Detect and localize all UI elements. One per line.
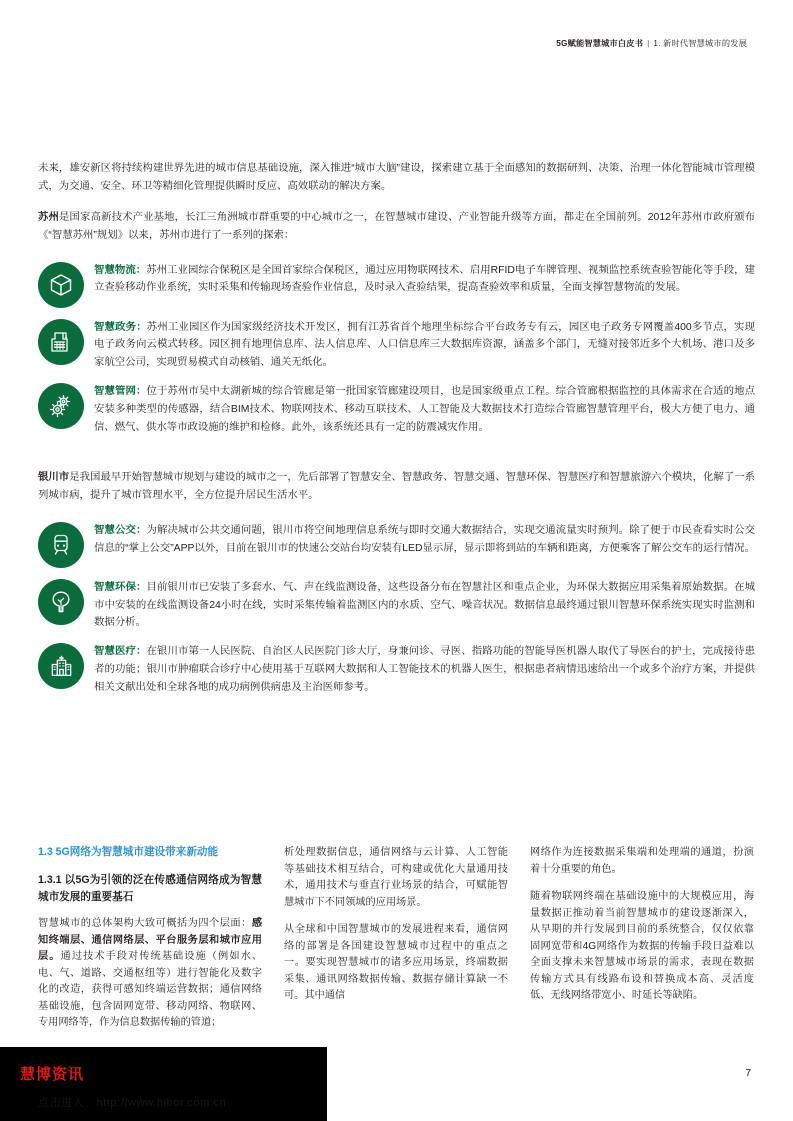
watermark-link[interactable] bbox=[38, 1094, 226, 1110]
col1-text-part2: 通过技术手段对传统基础设施（例如水、电、气、道路、交通枢纽等）进行智能化及数字化的改造，获得可感知终端运营数据；通信网络基础设施，包含固网宽带、移动网络、物联网、专用网络等，作为信息数据传输的管道； bbox=[38, 951, 263, 1029]
yinchuan-rest: 是我国最早开始智慧城市规划与建设的城市之一，先后部署了智慧安全、智慧政务、智慧交通、智慧环保、智慧医疗和智慧旅游六个模块，化解了一系列城市病，提升了城市管理水平，全方位提升居民生活水平。 bbox=[38, 471, 756, 501]
suzhou-bold-lead: 苏州 bbox=[38, 211, 60, 223]
item-lead-label: 智慧公交： bbox=[94, 524, 147, 536]
gears-icon bbox=[38, 383, 84, 429]
item-lead-label: 智慧管网： bbox=[94, 386, 147, 398]
col1-text-part1: 智慧城市的总体架构大致可概括为四个层面： bbox=[38, 918, 252, 930]
column-three-paragraph-1: 网络作为连接数据采集端和处理端的通道，扮演着十分重要的角色。 bbox=[530, 847, 754, 875]
column-three-paragraph-2: 随着物联网终端在基础设施中的大规模应用，海量数据正推动着当前智慧城市的建设逐渐深入，从早期的并行发展到目前的系统整合，仅仅依靠固网宽带和4G网络作为数据的传输手段日益难以全面支撑未来智慧城市场景的需求，表现在数据传输方式具有线路布设和替换成本高、灵活度低、无线网络带宽小、时延长等缺陷。 bbox=[530, 891, 754, 1002]
item-lead-label: 智慧政务： bbox=[94, 321, 147, 333]
col1-bold-phrase: 感知终端层、通信网络层、平台服务层和城市应用层。 bbox=[38, 918, 262, 963]
column-three bbox=[530, 845, 754, 1032]
icon-block-text bbox=[94, 521, 755, 558]
icon-block-text bbox=[94, 642, 755, 697]
header-section-title: 1. 新时代智慧城市的发展 bbox=[653, 39, 747, 48]
column-one bbox=[38, 845, 262, 1032]
icon-block-smart-bus bbox=[38, 521, 755, 568]
icon-block-text bbox=[94, 318, 755, 373]
main-content bbox=[38, 160, 755, 707]
government-building-icon bbox=[38, 319, 84, 365]
item-lead-label: 智慧物流： bbox=[94, 264, 147, 276]
paragraph-yinchuan bbox=[38, 469, 755, 505]
icon-block-smart-pipeline bbox=[38, 382, 755, 437]
icon-block-smart-government bbox=[38, 318, 755, 373]
icon-block-text bbox=[94, 382, 755, 437]
item-body-text: 目前银川市已安装了多套水、气、声在线监测设备，这些设备分布在智慧社区和重点企业，为环保大数据应用采集着原始数据。在城市中安装的在线监测设备24小时在线，实时采集传输着监测区内的水质、空气、噪音状况。数据信息最终通过银川智慧环保系统实现实时监测和数据分析。 bbox=[94, 581, 755, 629]
item-lead-label: 智慧环保： bbox=[94, 581, 147, 593]
icon-block-text bbox=[94, 261, 755, 298]
item-body-text: 在银川市第一人民医院、自治区人民医院门诊大厅，身兼问诊、寻医、指路功能的智能导医机器人取代了导医台的护士，完成接待患者的功能；银川市肿瘤联合诊疗中心使用基于互联网大数据和人工智能技术的机器人医生，根据患者病情迅速给出一个或多个治疗方案，并提供相关文献出处和全球各地的成功病例供病患及主治医师参考。 bbox=[94, 646, 755, 694]
box-icon bbox=[38, 262, 84, 308]
suzhou-rest: 是国家高新技术产业基地，长江三角洲城市群重要的中心城市之一，在智慧城市建设、产业智能升级等方面，都走在全国前列。2012年苏州市政府颁布《“智慧苏州”规划》以来，苏州市进行了一系列的探索： bbox=[38, 211, 756, 241]
running-header bbox=[556, 38, 747, 49]
hospital-icon bbox=[38, 643, 84, 689]
sub-heading-1-3-1: 1.3.1 以5G为引领的泛在传感通信网络成为智慧城市发展的重要基石 bbox=[38, 873, 262, 903]
item-body-text: 苏州工业园综合保税区是全国首家综合保税区，通过应用物联网技术、启用RFID电子车牌管理、视频监控系统查验智能化等手段，建立查验移动作业系统，实时采集和传输现场查验作业信息，及时录入查验结果，提高查验效率和质量，全面支撑智慧物流的发展。 bbox=[94, 264, 755, 294]
yinchuan-bold-lead: 银川市 bbox=[38, 471, 70, 483]
icon-block-smart-environment bbox=[38, 578, 755, 633]
section-spacer bbox=[38, 447, 755, 469]
section-heading-1-3: 1.3 5G网络为智慧城市建设带来新动能 bbox=[38, 846, 219, 858]
column-one-paragraph bbox=[38, 916, 262, 1032]
item-body-text: 为解决城市公共交通问题，银川市将空间地理信息系统与即时交通大数据结合，实现交通流量实时预判。除了便于市民查看实时公交信息的“掌上公交”APP以外，目前在银川市的快速公交站台均安装有LED显示屏，显示即将到站的车辆和距离，方便乘客了解公交车的运行情况。 bbox=[94, 524, 755, 554]
watermark-url: http://www.hibor.com.cn bbox=[96, 1097, 227, 1109]
header-separator: | bbox=[647, 39, 650, 48]
column-two-paragraph-2: 从全球和中国智慧城市的发展进程来看，通信网络的部署是各国建设智慧城市过程中的重点之一。要实现智慧城市的诸多应用场景，终端数据采集、通讯网络数据传输、数据存储计算缺一不可。其中通信 bbox=[284, 924, 508, 1002]
three-column-section bbox=[38, 845, 755, 1032]
column-two-paragraph-1: 析处理数据信息，通信网络与云计算、人工智能等基础技术相互结合，可构建或优化大量通用技术，通用技术与垂直行业场景的结合，可赋能智慧城市下不同领域的应用场景。 bbox=[284, 847, 508, 908]
train-icon bbox=[38, 522, 84, 568]
header-document-title: 5G赋能智慧城市白皮书 bbox=[556, 39, 644, 48]
icon-block-text bbox=[94, 578, 755, 633]
watermark-brand: 慧博资讯 bbox=[20, 1066, 85, 1083]
paragraph-xiongan: 未来，雄安新区将持续构建世界先进的城市信息基础设施，深入推进“城市大脑”建设，探索建立基于全面感知的数据研判、决策、治理一体化智能城市管理模式，为交通、安全、环卫等精细化管理提供瞬时反应、高效联动的解决方案。 bbox=[38, 163, 755, 192]
paragraph-suzhou bbox=[38, 209, 755, 245]
item-body-text: 位于苏州市吴中太湖新城的综合管廊是第一批国家管廊建设项目，也是国家级重点工程。综合管廊根据监控的具体需求在合适的地点安装多种类型的传感器，结合BIM技术、物联网技术、移动互联技术、人工智能及大数据技术打造综合管廊智慧管理平台，极大方便了电力、通信、燃气、供水等市政设施的维护和检修。此外，该系统还具有一定的防震减灾作用。 bbox=[94, 386, 755, 434]
icon-block-smart-healthcare bbox=[38, 642, 755, 697]
item-body-text: 苏州工业园区作为国家级经济技术开发区，拥有江苏省首个地理坐标综合平台政务专有云，园区电子政务专网覆盖400多节点，实现电子政务向云模式转移。园区拥有地理信息库、法人信息库、人口信息库三大数据库资源，涵盖多个部门，无缝对接邻近多个大机场、港口及多家航空公司，实现贸易模式自动核销、通关无纸化。 bbox=[94, 321, 755, 369]
tree-icon bbox=[38, 579, 84, 625]
icon-block-smart-logistics bbox=[38, 261, 755, 308]
watermark-click-label: 点击进入 bbox=[38, 1097, 85, 1109]
page-number: 7 bbox=[745, 1068, 751, 1079]
item-lead-label: 智慧医疗： bbox=[94, 646, 147, 658]
column-two bbox=[284, 845, 508, 1032]
watermark-banner[interactable] bbox=[0, 1047, 327, 1121]
